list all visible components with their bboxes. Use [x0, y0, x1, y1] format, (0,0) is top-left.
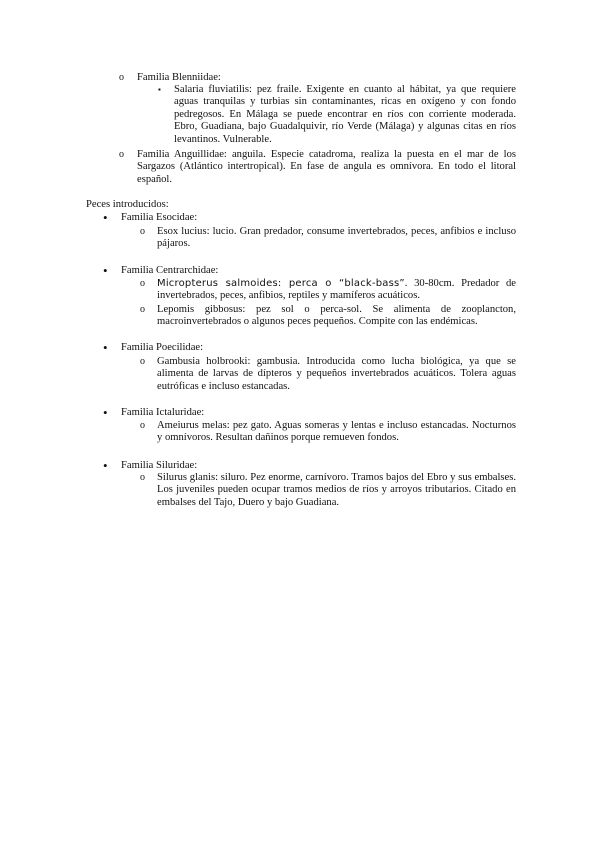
- micropterus-description: . 30-80cm. Predador de invertebrados, peces, anfibios, reptiles y mamíferos acuáticos.: [157, 278, 517, 302]
- gambusia-item: [140, 356, 516, 396]
- square-bullet-icon: ▪: [158, 85, 161, 94]
- lepomis-item: [140, 304, 516, 332]
- poecilidae-heading: Familia Poecilidae:: [121, 342, 204, 353]
- ameiurus-text: Ameiurus melas: pez gato. Aguas someras y lentas e incluso estancadas. Nocturnos y omnívoros. Resultan dañinos porque remueven fondos.: [157, 420, 516, 444]
- circle-bullet-icon: o: [140, 278, 145, 289]
- ictaluridae-heading: Familia Ictaluridae:: [121, 407, 205, 418]
- anguillidae-text: Familia Anguillidae: anguila. Especie catadroma, realiza la puesta en el mar de los Sargazos (Atlántico intertropical). En fase de angula es omnívora. En todo el litoral español.: [137, 149, 516, 185]
- circle-bullet-icon: o: [140, 226, 145, 237]
- circle-bullet-icon: o: [140, 304, 145, 315]
- dot-bullet-icon: •: [103, 405, 108, 420]
- silurus-item: [140, 472, 516, 512]
- circle-bullet-icon: o: [119, 149, 124, 160]
- centrarchidae-heading: Familia Centrarchidae:: [121, 265, 219, 276]
- esocidae-heading: Familia Esocidae:: [121, 212, 198, 223]
- poecilidae-heading-item: [103, 342, 403, 355]
- esox-text: Esox lucius: lucio. Gran predador, consume invertebrados, peces, anfibios e incluso pájaros.: [157, 226, 516, 250]
- micropterus-text: [157, 278, 516, 303]
- dot-bullet-icon: •: [103, 263, 108, 278]
- dot-bullet-icon: •: [103, 458, 108, 473]
- salaria-text: Salaria fluviatilis: pez fraile. Exigente en cuanto al hábitat, ya que requiere aguas tranquilas y turbias sin contaminantes, ricas en oxígeno y con fondo pedregosos. En Málaga se puede encontrar en ríos con corriente moderada. Ebro, Guadiana, bajo Guadalquivir, río Verde (Málaga) y algunas citas en ríos levantinos. Vulnerable.: [174, 84, 516, 145]
- lepomis-text: Lepomis gibbosus: pez sol o perca-sol. Se alimenta de zooplancton, macroinvertebrados o algunos peces pequeños. Compite con las endémicas.: [157, 304, 516, 328]
- circle-bullet-icon: o: [140, 356, 145, 367]
- gambusia-text: Gambusia holbrooki: gambusia. Introducida como lucha biológica, ya que se alimenta de larvas de dípteros y pequeños invertebrados acuáticos. Tolera aguas eutróficas e incluso estancadas.: [157, 356, 516, 392]
- circle-bullet-icon: o: [119, 72, 124, 83]
- dot-bullet-icon: •: [103, 210, 108, 225]
- circle-bullet-icon: o: [140, 420, 145, 431]
- introduced-heading: Peces introducidos:: [86, 199, 169, 210]
- micropterus-item: [140, 278, 516, 306]
- micropterus-name: Micropterus salmoides: perca o “black-bass”: [157, 278, 405, 289]
- dot-bullet-icon: •: [103, 340, 108, 355]
- anguillidae-item: [119, 149, 516, 189]
- esocidae-heading-item: [103, 212, 403, 225]
- esox-item: [140, 226, 516, 254]
- salaria-item: [158, 84, 516, 150]
- centrarchidae-heading-item: [103, 265, 403, 278]
- ictaluridae-heading-item: [103, 407, 403, 420]
- ameiurus-item: [140, 420, 516, 448]
- blenniidae-heading: Familia Blenniidae:: [137, 72, 221, 83]
- circle-bullet-icon: o: [140, 472, 145, 483]
- siluridae-heading: Familia Siluridae:: [121, 460, 198, 471]
- silurus-text: Silurus glanis: siluro. Pez enorme, carnívoro. Tramos bajos del Ebro y sus embalses. Los juveniles pueden ocupar tramos medios de ríos y arroyos tributarios. Citado en embalses del Tajo, Duero y bajo Guadiana.: [157, 472, 516, 508]
